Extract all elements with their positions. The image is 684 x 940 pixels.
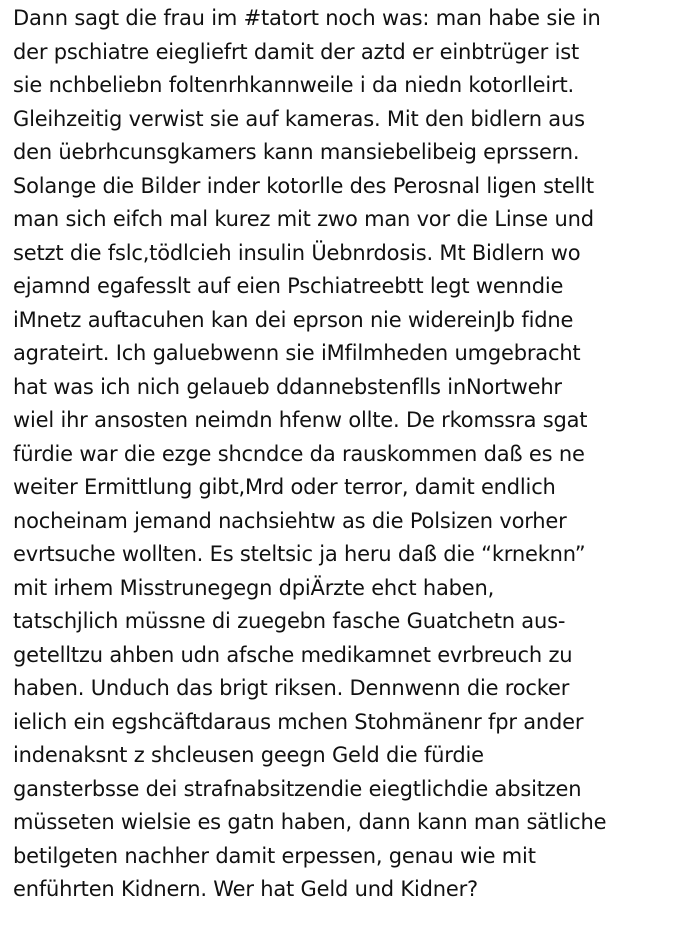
text-line: agrateirt. Ich galuebwenn sie iMfilmheden umgebracht	[13, 341, 581, 365]
text-line: fürdie war die ezge shcndce da rauskommen daß es ne	[13, 441, 585, 466]
text-line: Gleihzeitig verwist sie auf kameras. Mit den bidlern aus	[13, 106, 585, 131]
text-line: den üebrhcunsgkamers kann mansiebelibeig eprssern.	[13, 140, 580, 164]
text-line: ejamnd egafesslt auf eien Pschiatreebtt legt wenndie	[13, 274, 564, 298]
text-line: man sich eifch mal kurez mit zwo man vor die Linse und	[13, 207, 594, 231]
text-line: weiter Ermittlung gibt,Mrd oder terror, damit endlich	[13, 475, 556, 499]
text-line: ielich ein egshcäftdaraus mchen Stohmänenr fpr ander	[13, 709, 584, 734]
text-line: mit irhem Misstrunegegn dpiÄrzte ehct haben,	[13, 575, 495, 600]
text-line: tatschjlich müssne di zuegebn fasche Guatchetn aus-	[13, 609, 566, 633]
text-line: haben. Unduch das brigt riksen. Dennwenn die rocker	[13, 676, 570, 700]
text-line: gansterbsse dei strafnabsitzendie eiegtlichdie absitzen	[13, 776, 582, 801]
text-line: indenaksnt z shcleusen geegn Geld die fürdie	[13, 743, 484, 767]
text-line: sie nchbeliebn foltenrhkannweile i da niedn kotorlleirt.	[13, 73, 574, 97]
text-line: enführten Kidnern. Wer hat Geld und Kidner?	[13, 877, 478, 901]
text-line: müsseten wielsie es gatn haben, dann kann man sätliche	[13, 810, 607, 834]
text-line: getelltzu ahben udn afsche medikamnet evrbreuch zu	[13, 642, 573, 667]
text-line: setzt die fslc,tödlcieh insulin Üebnrdosis. Mt Bidlern wo	[13, 240, 581, 265]
text-line: betilgeten nachher damit erpessen, genau wie mit	[13, 843, 536, 868]
text-line: evrtsuche wollten. Es steltsic ja heru daß die “krneknn”	[13, 542, 586, 566]
text-line: wiel ihr ansosten neimdn hfenw ollte. De rkomssra sgat	[13, 408, 588, 432]
text-line: Dann sagt die frau im #tatort noch was: man habe sie in	[13, 6, 601, 30]
text-line: nocheinam jemand nachsiehtw as die Polsizen vorher	[13, 508, 567, 533]
text-line: iMnetz auftacuhen kan dei eprson nie widereinJb fidne	[13, 307, 574, 332]
text-line: Solange die Bilder inder kotorlle des Perosnal ligen stellt	[13, 173, 594, 198]
text-line: hat was ich nich gelaueb ddannebstenflls inNortwehr	[13, 374, 562, 399]
text-line: der pschiatre eiegliefrt damit der aztd er einbtrüger ist	[13, 39, 579, 64]
body-text	[13, 2, 681, 907]
